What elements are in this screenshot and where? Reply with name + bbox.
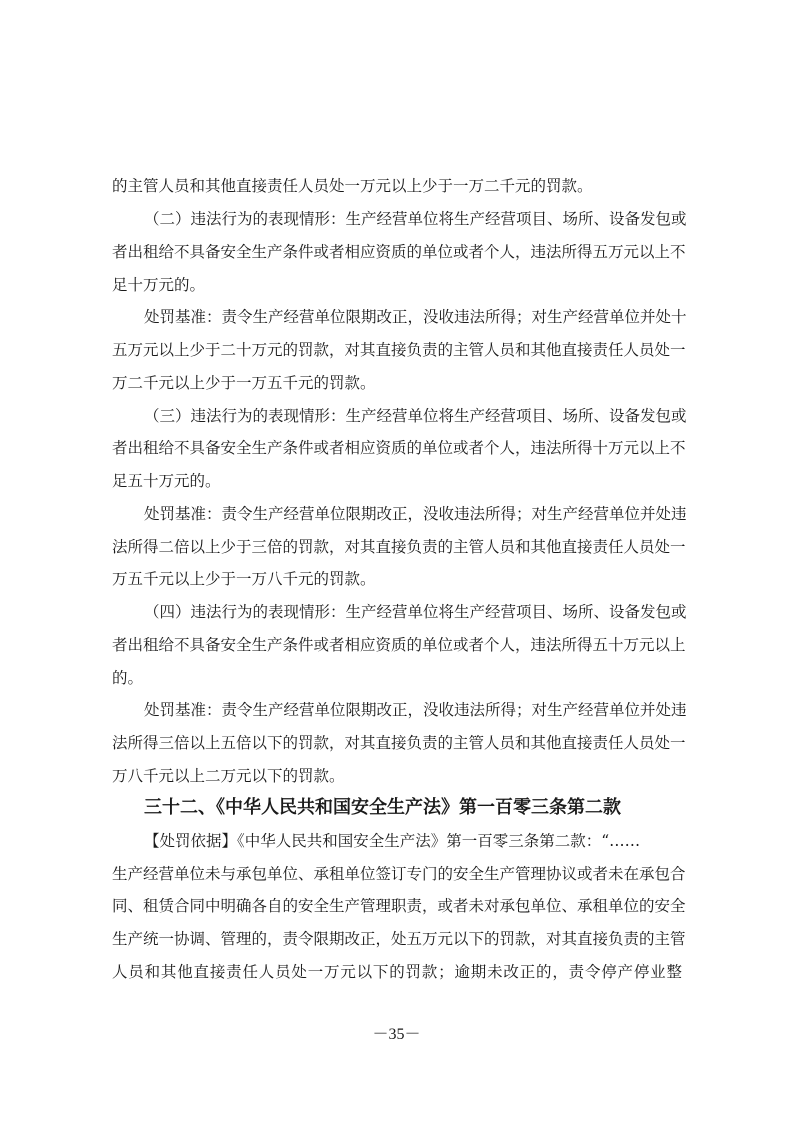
section-heading: 三十二、《中华人民共和国安全生产法》第一百零三条第二款 (144, 797, 621, 818)
paragraph-line: 足十万元的。 (112, 276, 206, 294)
basis-line: 人员和其他直接责任人员处一万元以下的罚款；逾期未改正的，责令停产停业整 (112, 963, 682, 981)
basis-line: 【处罚依据】《中华人民共和国安全生产法》第一百零三条第二款：“…… (144, 832, 641, 850)
paragraph-line: 的。 (112, 669, 144, 687)
paragraph-line: 足五十万元的。 (112, 472, 221, 490)
paragraph-line: 者出租给不具备安全生产条件或者相应资质的单位或者个人，违法所得五十万元以上 (112, 636, 686, 654)
page-number: －35－ (372, 1026, 421, 1043)
paragraph-line: 处罚基准：责令生产经营单位限期改正，没收违法所得；对生产经营单位并处违 (144, 505, 687, 523)
paragraph-line: 万五千元以上少于一万八千元的罚款。 (112, 570, 376, 588)
paragraph-line: 法所得三倍以上五倍以下的罚款，对其直接负责的主管人员和其他直接责任人员处一 (112, 734, 686, 752)
paragraph-line: 万八千元以上二万元以下的罚款。 (112, 767, 345, 785)
paragraph-line: （三）违法行为的表现情形：生产经营单位将生产经营项目、场所、设备发包或 (144, 407, 687, 425)
paragraph-line: （四）违法行为的表现情形：生产经营单位将生产经营项目、场所、设备发包或 (144, 603, 687, 621)
paragraph-line: 处罚基准：责令生产经营单位限期改正，没收违法所得；对生产经营单位并处违 (144, 701, 687, 719)
paragraph-line: 的主管人员和其他直接责任人员处一万元以上少于一万二千元的罚款。 (112, 177, 593, 195)
basis-line: 同、租赁合同中明确各自的安全生产管理职责，或者未对承包单位、承租单位的安全 (112, 897, 686, 915)
paragraph-line: 万二千元以上少于一万五千元的罚款。 (112, 374, 376, 392)
paragraph-line: 处罚基准：责令生产经营单位限期改正，没收违法所得；对生产经营单位并处十 (144, 308, 687, 326)
paragraph-line: 者出租给不具备安全生产条件或者相应资质的单位或者个人，违法所得十万元以上不 (112, 439, 686, 457)
paragraph-line: （二）违法行为的表现情形：生产经营单位将生产经营项目、场所、设备发包或 (144, 210, 687, 228)
paragraph-line: 五万元以上少于二十万元的罚款，对其直接负责的主管人员和其他直接责任人员处一 (112, 341, 686, 359)
basis-line: 生产统一协调、管理的，责令限期改正，处五万元以下的罚款，对其直接负责的主管 (112, 930, 686, 948)
paragraph-line: 法所得二倍以上少于三倍的罚款，对其直接负责的主管人员和其他直接责任人员处一 (112, 538, 686, 556)
paragraph-line: 者出租给不具备安全生产条件或者相应资质的单位或者个人，违法所得五万元以上不 (112, 243, 686, 261)
basis-line: 生产经营单位未与承包单位、承租单位签订专门的安全生产管理协议或者未在承包合 (112, 865, 686, 883)
